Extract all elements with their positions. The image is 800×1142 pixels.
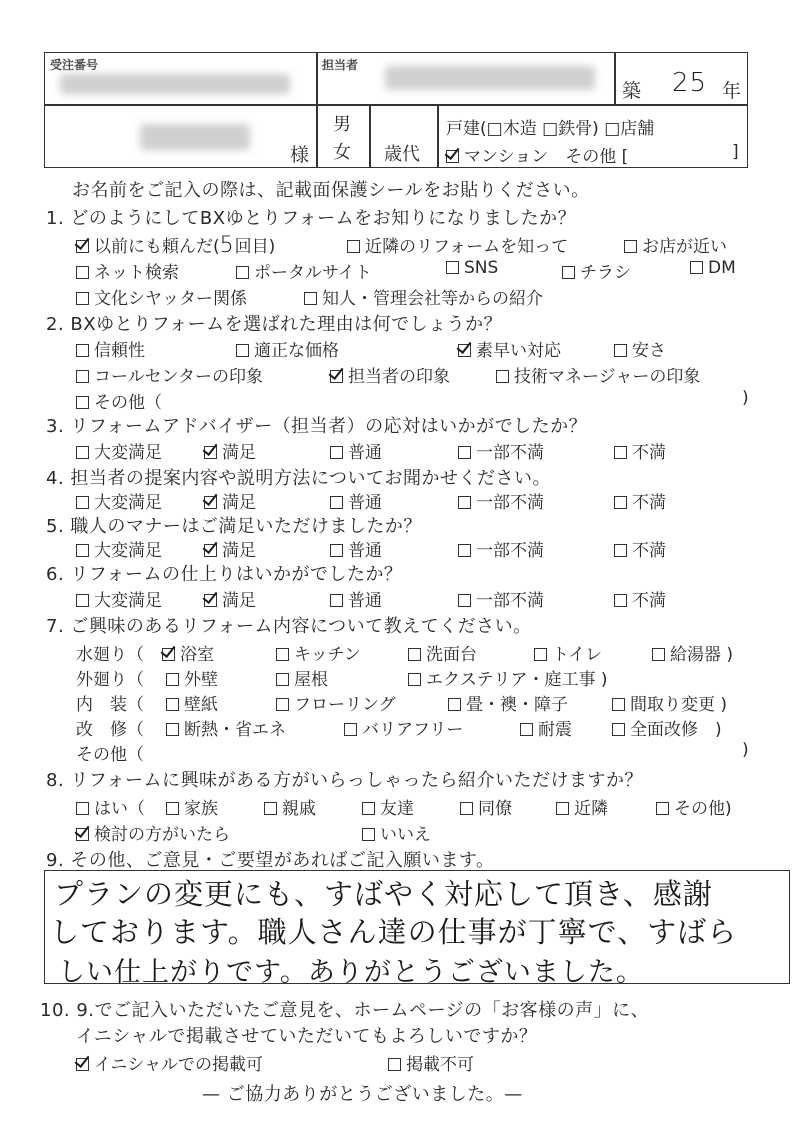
q1-dm-checkbox[interactable] [690, 261, 703, 274]
q1-shop-checkbox[interactable] [624, 240, 637, 253]
q7-other-close: ) [742, 740, 749, 760]
q4-sat-checkbox[interactable] [204, 496, 217, 509]
q6-normal-checkbox[interactable] [330, 594, 343, 607]
q2-trust-checkbox[interactable] [76, 344, 89, 357]
building-age-value: 25 [672, 68, 708, 98]
q8-colleague-checkbox[interactable] [460, 802, 473, 815]
header-vline-1 [316, 52, 318, 168]
comment-line-1: プランの変更にも、すばやく対応して頂き、感謝 [54, 877, 713, 911]
q6-sat-checkbox[interactable] [204, 594, 217, 607]
q3-dis-label: 不満 [632, 443, 666, 463]
q2-cheap-label: 安さ [632, 341, 666, 361]
q7-bath-checkbox[interactable] [162, 648, 175, 661]
q7-kitchen [276, 640, 361, 665]
q5-opt-dis [614, 536, 666, 561]
q2-opt-other [76, 388, 162, 413]
q7-exterior: エクステリア・庭工事 ) [408, 665, 608, 690]
q2-call-checkbox[interactable] [76, 370, 89, 383]
q1-neighbor-checkbox[interactable] [347, 240, 360, 253]
q7-insul [166, 715, 286, 740]
q2-fast-checkbox[interactable] [458, 344, 471, 357]
q3-normal-label: 普通 [348, 443, 382, 463]
q7-toilet-label: トイレ [552, 645, 603, 665]
q1-flyer-label: チラシ [580, 263, 631, 283]
q1-opt-shop [624, 232, 727, 257]
q2-other-label: その他（ [94, 393, 162, 413]
q8-yes-label: はい（ [94, 799, 145, 819]
q6-normal-label: 普通 [348, 591, 382, 611]
q1-flyer-checkbox[interactable] [562, 266, 575, 279]
q3-opt-very [76, 438, 162, 463]
q7-kitchen-checkbox[interactable] [276, 648, 289, 661]
house-type-line2 [446, 142, 628, 167]
q8-friend-checkbox[interactable] [362, 802, 375, 815]
q7-roof-checkbox[interactable] [276, 673, 289, 686]
q2-opt-tech [496, 362, 700, 387]
q7-wall [166, 665, 218, 690]
q1-opt-net [76, 258, 179, 283]
q1-shutter-label: 文化シヤッター関係 [94, 289, 247, 309]
q4-normal-label: 普通 [348, 493, 382, 513]
q3-sat-label: 満足 [222, 443, 256, 463]
q1-opt-shutter [76, 284, 247, 309]
q10-ok-checkbox[interactable] [76, 1058, 89, 1071]
q3-very-label: 大変満足 [94, 443, 162, 463]
q7-flooring-checkbox[interactable] [276, 698, 289, 711]
q9-title: 9. その他、ご意見・ご要望があればご記入願います。 [46, 850, 495, 871]
q3-very-checkbox[interactable] [76, 446, 89, 459]
q1-friend-checkbox[interactable] [304, 292, 317, 305]
q2-opt-call [76, 362, 263, 387]
q7-sink-label: 洗面台 [426, 645, 477, 665]
q5-very-checkbox[interactable] [76, 544, 89, 557]
q6-opt-very [76, 586, 162, 611]
q4-opt-sat [204, 488, 256, 513]
q7-layout-label: 間取り変更 [630, 695, 715, 715]
q7-bath-label: 浴室 [180, 645, 214, 665]
q2-staff-checkbox[interactable] [330, 370, 343, 383]
q7-quake-checkbox[interactable] [520, 723, 533, 736]
q2-cheap-checkbox[interactable] [614, 344, 627, 357]
q8-title: 8. リフォームに興味がある方がいらっしゃったら紹介いただけますか？ [46, 770, 643, 791]
q7-toilet-checkbox[interactable] [534, 648, 547, 661]
q3-normal-checkbox[interactable] [330, 446, 343, 459]
age-group: 歳代 [384, 144, 420, 165]
q7-wallpaper [166, 690, 218, 715]
q7-toilet [534, 640, 602, 665]
q7-insul-checkbox[interactable] [166, 723, 179, 736]
q6-opt-dis [614, 586, 666, 611]
q7-kitchen-label: キッチン [294, 645, 361, 665]
q5-opt-very [76, 536, 162, 561]
q7-bath [162, 640, 214, 665]
house-other-close: ] [732, 142, 739, 162]
q7-wall-label: 外壁 [184, 670, 218, 690]
house-other-label: その他 [ [565, 147, 629, 167]
q8-no-checkbox[interactable] [362, 828, 375, 841]
q10-ok [76, 1050, 263, 1075]
q7-wall-checkbox[interactable] [166, 673, 179, 686]
q1-opt-neighbor [347, 232, 568, 257]
q7-quake-label: 耐震 [538, 720, 572, 740]
q1-portal-label: ポータルサイト [254, 263, 372, 283]
q1-before-checkbox[interactable] [76, 240, 89, 253]
q7-quake [520, 715, 572, 740]
q1-portal-checkbox[interactable] [236, 266, 249, 279]
q8-no-label: いいえ [380, 825, 431, 845]
q1-neighbor-label: 近隣のリフォームを知って [365, 237, 569, 257]
q8-neighbor-checkbox[interactable] [556, 802, 569, 815]
q7-outside-label: 外廻り（ [76, 670, 144, 690]
q8-colleague [460, 794, 512, 819]
q7-barrier [344, 715, 463, 740]
header-vline-4 [437, 104, 439, 168]
building-age-label: 築 [622, 80, 642, 102]
q3-opt-dis [614, 438, 666, 463]
q6-very-label: 大変満足 [94, 591, 162, 611]
q2-price-checkbox[interactable] [236, 344, 249, 357]
q1-before-tail: 回目) [234, 237, 276, 257]
q8-family-label: 家族 [184, 799, 218, 819]
q7-barrier-checkbox[interactable] [344, 723, 357, 736]
q10-title-line2: イニシャルで掲載させていただいてもよろしいですか？ [76, 1026, 538, 1047]
q1-opt-portal [236, 258, 372, 283]
q7-exterior-checkbox[interactable] [408, 673, 421, 686]
q2-fast-label: 素早い対応 [476, 341, 561, 361]
q2-title: 2. BXゆとりフォームを選ばれた理由は何でしょうか？ [46, 314, 503, 335]
q7-exterior-label: エクステリア・庭工事 [426, 670, 596, 690]
q7-tatami-checkbox[interactable] [448, 698, 461, 711]
q4-very-checkbox[interactable] [76, 496, 89, 509]
q4-dis-checkbox[interactable] [614, 496, 627, 509]
q10-ng-label: 掲載不可 [406, 1055, 474, 1075]
q4-opt-partial [458, 488, 544, 513]
q5-opt-partial [458, 536, 544, 561]
q6-opt-partial [458, 586, 544, 611]
house-type-line1: 戸建(□木造 □鉄骨) □店舗 [446, 119, 655, 139]
q7-full-label: 全面改修 [630, 720, 698, 740]
q7-heater: 給湯器 ) [652, 640, 733, 665]
mansion-checkbox[interactable] [446, 150, 459, 163]
q7-wallpaper-label: 壁紙 [184, 695, 218, 715]
q7-renov-label: 改 修（ [76, 720, 144, 740]
q2-staff-label: 担当者の印象 [348, 367, 450, 387]
q4-sat-label: 満足 [222, 493, 256, 513]
q4-partial-checkbox[interactable] [458, 496, 471, 509]
q3-partial-label: 一部不満 [476, 443, 544, 463]
q5-opt-sat [204, 536, 256, 561]
redacted-staff [385, 66, 595, 90]
order-no-label: 受注番号 [50, 58, 99, 72]
honorific: 様 [290, 144, 310, 166]
q2-price-label: 適正な価格 [254, 341, 339, 361]
q10-ng-checkbox[interactable] [388, 1058, 401, 1071]
footer-thanks: — ご協力ありがとうございました。— [202, 1084, 523, 1105]
q3-sat-checkbox[interactable] [204, 446, 217, 459]
q3-title: 3. リフォームアドバイザー（担当者）の応対はいかがでしたか？ [46, 416, 588, 437]
q7-barrier-label: バリアフリー [362, 720, 464, 740]
q6-partial-label: 一部不満 [476, 591, 544, 611]
q7-layout: 間取り変更 ) [612, 690, 727, 715]
q4-title: 4. 担当者の提案内容や説明方法についてお聞かせください。 [46, 468, 552, 489]
q8-neighbor [556, 794, 608, 819]
q1-before-count: 5 [219, 233, 235, 258]
gender-male: 男 [333, 114, 351, 135]
q2-opt-fast [458, 336, 561, 361]
gender-female: 女 [333, 142, 351, 163]
q2-opt-price [236, 336, 339, 361]
q6-partial-checkbox[interactable] [458, 594, 471, 607]
q1-title: 1. どのようにしてBXゆとりフォームをお知りになりましたか？ [46, 208, 577, 229]
q1-sns-checkbox[interactable] [446, 261, 459, 274]
q7-title: 7. ご興味のあるリフォーム内容について教えてください。 [46, 616, 532, 637]
q3-opt-normal [330, 438, 382, 463]
q5-sat-label: 満足 [222, 541, 256, 561]
header-vline-3 [369, 104, 371, 168]
q4-opt-very [76, 488, 162, 513]
q6-opt-normal [330, 586, 382, 611]
q4-very-label: 大変満足 [94, 493, 162, 513]
q5-dis-checkbox[interactable] [614, 544, 627, 557]
q8-other-checkbox[interactable] [656, 802, 669, 815]
q6-very-checkbox[interactable] [76, 594, 89, 607]
q1-sns-label: SNS [464, 258, 499, 278]
q2-opt-staff [330, 362, 450, 387]
q8-friend-label: 友達 [380, 799, 414, 819]
q3-dis-checkbox[interactable] [614, 446, 627, 459]
q1-friend-label: 知人・管理会社等からの紹介 [322, 289, 543, 309]
q7-full: 全面改修 ) [612, 715, 722, 740]
q1-opt-before [76, 232, 275, 258]
q8-relative [264, 794, 316, 819]
q8-no [362, 820, 431, 845]
q4-partial-label: 一部不満 [476, 493, 544, 513]
q5-very-label: 大変満足 [94, 541, 162, 561]
q4-normal-checkbox[interactable] [330, 496, 343, 509]
q5-normal-label: 普通 [348, 541, 382, 561]
comment-line-3: しい仕上がりです。ありがとうございました。 [58, 957, 644, 988]
q5-partial-label: 一部不満 [476, 541, 544, 561]
q10-ok-label: イニシャルでの掲載可 [94, 1055, 263, 1075]
q5-sat-checkbox[interactable] [204, 544, 217, 557]
q7-heater-checkbox[interactable] [652, 648, 665, 661]
comment-line-2: しております。職人さん達の仕事が丁寧で、すばら [50, 915, 738, 949]
q4-opt-normal [330, 488, 382, 513]
q6-title: 6. リフォームの仕上りはいかがでしたか？ [46, 564, 403, 585]
q7-water-label: 水廻り（ [76, 645, 144, 665]
q1-opt-sns [446, 258, 498, 278]
q6-sat-label: 満足 [222, 591, 256, 611]
q2-tech-label: 技術マネージャーの印象 [514, 367, 701, 387]
q8-yes [76, 794, 145, 819]
q7-full-checkbox[interactable] [612, 723, 625, 736]
q7-insul-label: 断熱・省エネ [184, 720, 286, 740]
building-age-unit: 年 [722, 80, 742, 102]
q2-other-close: ) [742, 388, 749, 408]
q1-opt-dm [690, 258, 736, 278]
q2-opt-trust [76, 336, 145, 361]
q8-relative-label: 親戚 [282, 799, 316, 819]
q2-call-label: コールセンターの印象 [94, 367, 263, 387]
q1-opt-flyer [562, 258, 631, 283]
header-divider [44, 104, 748, 106]
q1-shop-label: お店が近い [642, 237, 727, 257]
q10-title-line1: 10. 9.でご記入いただいたご意見を、ホームページの「お客様の声」に、 [40, 1000, 650, 1021]
q1-dm-label: DM [708, 258, 736, 278]
staff-label: 担当者 [322, 58, 359, 72]
q8-other [656, 794, 732, 819]
q7-tatami-label: 畳・襖・障子 [466, 695, 568, 715]
mansion-label: マンション [464, 147, 549, 167]
q7-layout-checkbox[interactable] [612, 698, 625, 711]
q3-opt-sat [204, 438, 256, 463]
q7-flooring [276, 690, 396, 715]
q2-trust-label: 信頼性 [94, 341, 145, 361]
q7-roof [276, 665, 328, 690]
q2-other-checkbox[interactable] [76, 396, 89, 409]
q8-other-label: その他) [674, 799, 732, 819]
q7-wallpaper-checkbox[interactable] [166, 698, 179, 711]
q2-tech-checkbox[interactable] [496, 370, 509, 383]
q1-opt-friend [304, 284, 543, 309]
q8-consider-checkbox[interactable] [76, 828, 89, 841]
q4-opt-dis [614, 488, 666, 513]
intro-text: お名前をご記入の際は、記載面保護シールをお貼りください。 [72, 180, 590, 201]
q5-title: 5. 職人のマナーはご満足いただけましたか？ [46, 516, 422, 537]
q7-other-label: その他（ [76, 745, 144, 765]
q6-dis-label: 不満 [632, 591, 666, 611]
q7-roof-label: 屋根 [294, 670, 328, 690]
q7-tatami [448, 690, 568, 715]
redacted-name [140, 124, 250, 150]
q7-heater-label: 給湯器 [670, 645, 721, 665]
header-vline-2 [614, 52, 616, 104]
q4-dis-label: 不満 [632, 493, 666, 513]
q6-dis-checkbox[interactable] [614, 594, 627, 607]
q8-colleague-label: 同僚 [478, 799, 512, 819]
q8-relative-checkbox[interactable] [264, 802, 277, 815]
q8-friend [362, 794, 414, 819]
q1-net-checkbox[interactable] [76, 266, 89, 279]
q1-shutter-checkbox[interactable] [76, 292, 89, 305]
q7-sink [408, 640, 477, 665]
redacted-order-no [60, 74, 290, 94]
q8-consider [76, 820, 230, 845]
q8-neighbor-label: 近隣 [574, 799, 608, 819]
q1-net-label: ネット検索 [94, 263, 179, 283]
q5-opt-normal [330, 536, 382, 561]
q7-sink-checkbox[interactable] [408, 648, 421, 661]
q3-opt-partial [458, 438, 544, 463]
q5-dis-label: 不満 [632, 541, 666, 561]
q8-family-checkbox[interactable] [166, 802, 179, 815]
q8-consider-label: 検討の方がいたら [94, 825, 230, 845]
q7-flooring-label: フローリング [294, 695, 396, 715]
q6-opt-sat [204, 586, 256, 611]
q8-family [166, 794, 218, 819]
q7-interior-label: 内 装（ [76, 695, 144, 715]
q3-partial-checkbox[interactable] [458, 446, 471, 459]
q2-opt-cheap [614, 336, 666, 361]
q8-yes-checkbox[interactable] [76, 802, 89, 815]
q1-before-label: 以前にも頼んだ( [94, 237, 220, 257]
q5-partial-checkbox[interactable] [458, 544, 471, 557]
q10-ng [388, 1050, 474, 1075]
q5-normal-checkbox[interactable] [330, 544, 343, 557]
